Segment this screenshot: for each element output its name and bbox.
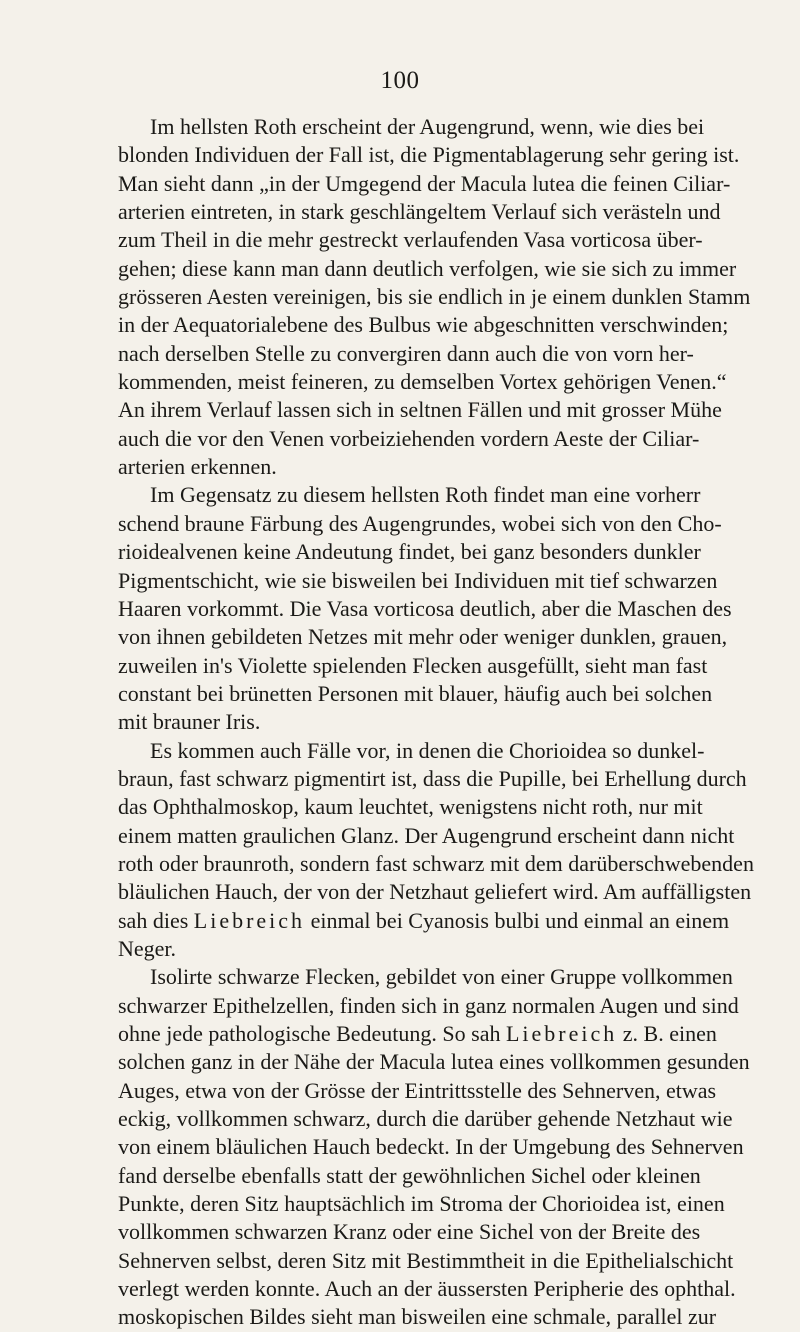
text-line: das Ophthalmoskop, kaum leuchtet, wenigstens nicht roth, nur mit bbox=[118, 794, 703, 820]
text-line: zuweilen in's Violette spielenden Flecken ausgefüllt, sieht man fast bbox=[118, 652, 708, 678]
text-line: moskopischen Bildes sieht man bisweilen eine schmale, parallel zur bbox=[118, 1304, 717, 1330]
paragraph bbox=[118, 113, 751, 481]
text-line: Man sieht dann „in der Umgegend der Macula lutea die feinen Ciliar- bbox=[118, 170, 731, 196]
text-line: roth oder braunroth, sondern fast schwarz mit dem darüberschwebenden bbox=[118, 850, 754, 876]
text-line: eckig, vollkommen schwarz, durch die darüber gehende Netzhaut wie bbox=[118, 1106, 733, 1132]
text-line: Sehnerven selbst, deren Sitz mit Bestimmtheit in die Epithelialschicht bbox=[118, 1247, 734, 1273]
text-line: An ihrem Verlauf lassen sich in seltnen Fällen und mit grosser Mühe bbox=[118, 397, 722, 423]
text-line: blonden Individuen der Fall ist, die Pigmentablagerung sehr gering ist. bbox=[118, 142, 740, 168]
text-line: solchen ganz in der Nähe der Macula lutea eines vollkommen gesunden bbox=[118, 1049, 750, 1075]
text-line: grösseren Aesten vereinigen, bis sie endlich in je einem dunklen Stamm bbox=[118, 284, 751, 310]
text-line: Im hellsten Roth erscheint der Augengrund, wenn, wie dies bei bbox=[150, 114, 705, 139]
text-line: von einem bläulichen Hauch bedeckt. In der Umgebung des Sehnerven bbox=[118, 1134, 744, 1160]
page-number: 100 bbox=[380, 67, 420, 94]
paragraph bbox=[118, 481, 732, 736]
text-line: Pigmentschicht, wie sie bisweilen bei Individuen mit tief schwarzen bbox=[118, 567, 718, 593]
text-line: braun, fast schwarz pigmentirt ist, dass die Pupille, bei Erhellung durch bbox=[118, 765, 747, 791]
text-line: vollkommen schwarzen Kranz oder eine Sichel von der Breite des bbox=[118, 1219, 701, 1245]
text-line: mit brauner Iris. bbox=[118, 709, 261, 735]
text-line: Neger. bbox=[118, 935, 177, 961]
text-line: rioidealvenen keine Andeutung findet, bei ganz besonders dunkler bbox=[118, 539, 701, 565]
text-line: arterien erkennen. bbox=[118, 454, 277, 480]
text-line: einem matten graulichen Glanz. Der Augengrund erscheint dann nicht bbox=[118, 822, 735, 848]
text-line: kommenden, meist feineren, zu demselben Vortex gehörigen Venen.“ bbox=[118, 369, 727, 395]
text-line: fand derselbe ebenfalls statt der gewöhnlichen Sichel oder kleinen bbox=[118, 1162, 701, 1188]
paragraph bbox=[118, 737, 754, 964]
text-line: bläulichen Hauch, der von der Netzhaut geliefert wird. Am auffälligsten bbox=[118, 879, 752, 905]
text-line: sah dies Liebreich einmal bei Cyanosis bulbi und einmal an einem bbox=[118, 907, 730, 933]
text-line: auch die vor den Venen vorbeiziehenden vordern Aeste der Ciliar- bbox=[118, 425, 700, 451]
text-line: Haaren vorkommt. Die Vasa vorticosa deutlich, aber die Maschen des bbox=[118, 595, 732, 621]
text-line: arterien eintreten, in stark geschlängeltem Verlauf sich verästeln und bbox=[118, 199, 721, 225]
author-name: Liebreich bbox=[193, 907, 306, 933]
text-line: Auges, etwa von der Grösse der Eintrittsstelle des Sehnerven, etwas bbox=[118, 1077, 717, 1103]
text-line: Es kommen auch Fälle vor, in denen die Chorioidea so dunkel- bbox=[150, 737, 705, 763]
text-line: gehen; diese kann man dann deutlich verfolgen, wie sie sich zu immer bbox=[118, 255, 737, 281]
text-line: von ihnen gebildeten Netzes mit mehr oder weniger dunklen, grauen, bbox=[118, 624, 728, 650]
author-name: Liebreich bbox=[505, 1021, 618, 1046]
text-line: schwarzer Epithelzellen, finden sich in ganz normalen Augen und sind bbox=[118, 992, 739, 1018]
text-line: nach derselben Stelle zu convergiren dann auch die von vorn her- bbox=[118, 340, 694, 366]
text-line: zum Theil in die mehr gestreckt verlaufenden Vasa vorticosa über- bbox=[118, 227, 703, 253]
text-line: in der Aequatorialebene des Bulbus wie abgeschnitten verschwinden; bbox=[118, 312, 729, 338]
text-line: verlegt werden konnte. Auch an der äussersten Peripherie des ophthal. bbox=[118, 1276, 736, 1302]
text-line: constant bei brünetten Personen mit blauer, häufig auch bei solchen bbox=[118, 680, 713, 706]
paragraph bbox=[118, 963, 750, 1331]
text-line: Punkte, deren Sitz hauptsächlich im Stroma der Chorioidea ist, einen bbox=[118, 1191, 725, 1217]
text-line: ohne jede pathologische Bedeutung. So sah Liebreich z. B. einen bbox=[118, 1021, 717, 1046]
text-line: schend braune Färbung des Augengrundes, wobei sich von den Cho- bbox=[118, 510, 722, 536]
body-text bbox=[118, 113, 754, 1332]
text-line: Isolirte schwarze Flecken, gebildet von einer Gruppe vollkommen bbox=[150, 964, 733, 990]
text-line: Im Gegensatz zu diesem hellsten Roth findet man eine vorherr bbox=[150, 482, 701, 508]
